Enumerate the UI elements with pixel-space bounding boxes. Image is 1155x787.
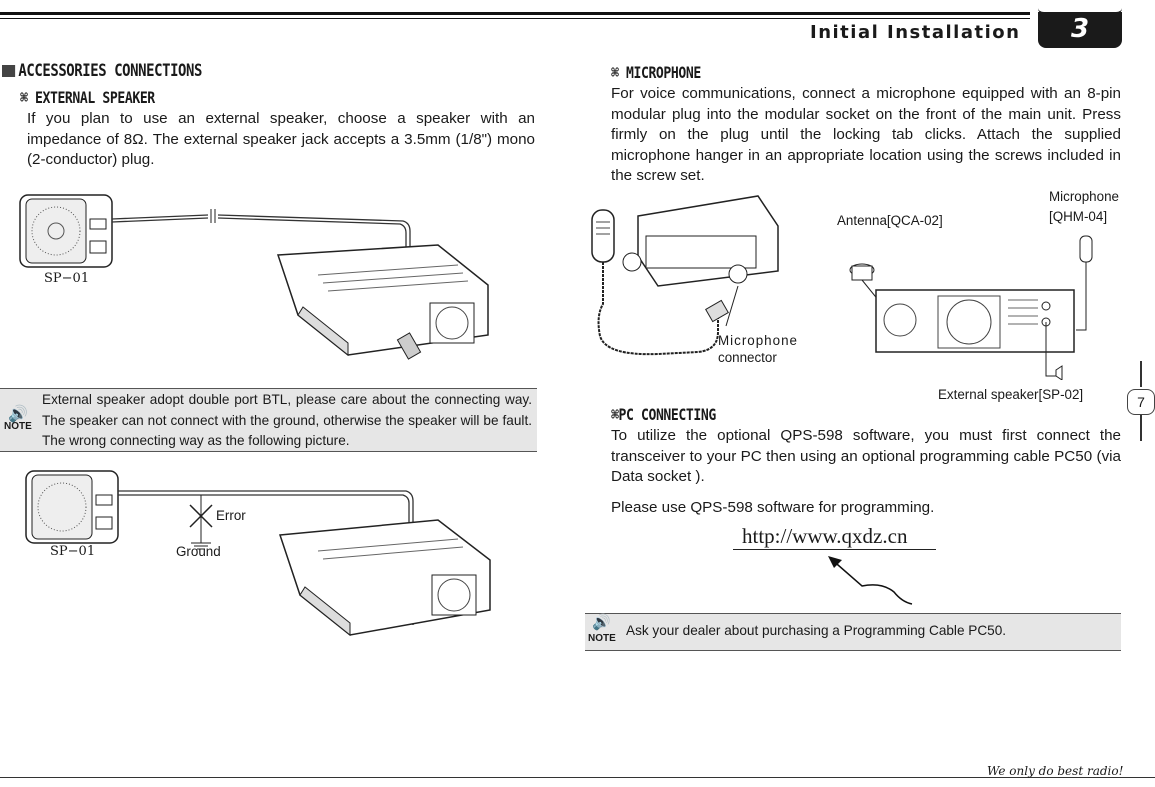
mic-connector-label-1: Microphone [718, 333, 798, 348]
speaker-box-icon-2 [26, 471, 118, 543]
subsection-title-speaker [20, 88, 155, 107]
note-speaker-icon: 🔊 [8, 406, 28, 423]
page-marker-line-bottom [1140, 415, 1142, 441]
section-title-text: ACCESSORIES CONNECTIONS [18, 61, 203, 81]
microphone-title-text: MICROPHONE [625, 63, 701, 82]
speaker-box-icon [20, 195, 112, 267]
speaker-note-text: External speaker adopt double port BTL, please care about the connecting way. The speaker can not connect with the ground, otherwise the speaker will be fault. The wrong connecting way as the following picture. [42, 392, 532, 448]
speaker-paragraph: If you plan to use an external speaker, choose a speaker with an impedance of 8Ω. The external speaker jack accepts a 3.5mm (1/8") mono (2-conductor) plug. [27, 110, 535, 168]
microphone-paragraph: For voice communications, connect a microphone equipped with an 8-pin modular plug into the modular socket on the front of the main unit. Press firmly on the plug until the locking tab clicks. Attach the supplied microphone hanger in an appropriate location using the screws included in the screw set. [611, 85, 1121, 184]
bullet-cross-icon: ⌘ [20, 88, 35, 107]
pc-connecting-title [611, 405, 716, 424]
bullet-cross-icon: ⌘ [611, 63, 626, 82]
fig1-speaker-label: SP−01 [44, 271, 90, 286]
mic-model-label-1: Microphone [1049, 189, 1119, 204]
subsection-title-text: EXTERNAL SPEAKER [34, 88, 155, 107]
pc-paragraph: To utilize the optional QPS-598 software, you must first connect the transceiver to your PC then using an optional programming cable PC50 (via Data socket ). [611, 427, 1121, 485]
speaker-connection-figure [18, 185, 538, 370]
pc-title-text: PC CONNECTING [618, 405, 716, 424]
note-icon-label: NOTE [4, 421, 32, 432]
hand-mic-icon [1080, 236, 1092, 262]
microphone-icon [592, 210, 614, 262]
fig2-speaker-label: SP−01 [50, 544, 96, 559]
wrong-connection-figure [18, 465, 538, 650]
note-speaker-icon-2: 🔊 [592, 614, 611, 631]
pc-paragraph-2: Please use QPS-598 software for programming. [611, 499, 935, 516]
radio-unit-icon [278, 245, 488, 359]
bullet-cross-icon: ⌘ [611, 405, 619, 424]
mic-connector-label-2: connector [718, 350, 777, 365]
page-marker-line-top [1140, 361, 1142, 387]
ext-speaker-icon [1056, 366, 1062, 380]
modular-plug-icon [706, 300, 729, 321]
section-square-icon [2, 65, 15, 77]
website-url[interactable]: http://www.qxdz.cn [742, 524, 908, 548]
fig2-error-label: Error [216, 508, 246, 523]
radio-unit-icon-2 [280, 520, 490, 635]
url-underline [733, 549, 936, 550]
url-arrow-icon [822, 552, 917, 608]
section-title [2, 61, 202, 81]
antenna-label: Antenna[QCA-02] [837, 213, 943, 228]
note-icon-label-2: NOTE [588, 633, 616, 644]
pc-note-text: Ask your dealer about purchasing a Programming Cable PC50. [626, 623, 1007, 638]
radio-front-icon [623, 196, 778, 286]
page-number: 7 [1127, 389, 1155, 415]
footer-slogan: We only do best radio! [987, 764, 1124, 778]
chapter-title: Initial Installation [810, 22, 1021, 43]
fig2-ground-label: Ground [176, 544, 221, 559]
header-rule [0, 12, 1030, 15]
header-rule-thin [0, 18, 1030, 19]
footer-rule [0, 777, 1155, 778]
mic-model-label-2: [QHM-04] [1049, 209, 1108, 224]
ext-speaker-label: External speaker[SP-02] [938, 387, 1084, 402]
microphone-title [611, 63, 701, 82]
rear-panel-figure [838, 230, 1093, 380]
chapter-number: 3 [1070, 14, 1090, 44]
